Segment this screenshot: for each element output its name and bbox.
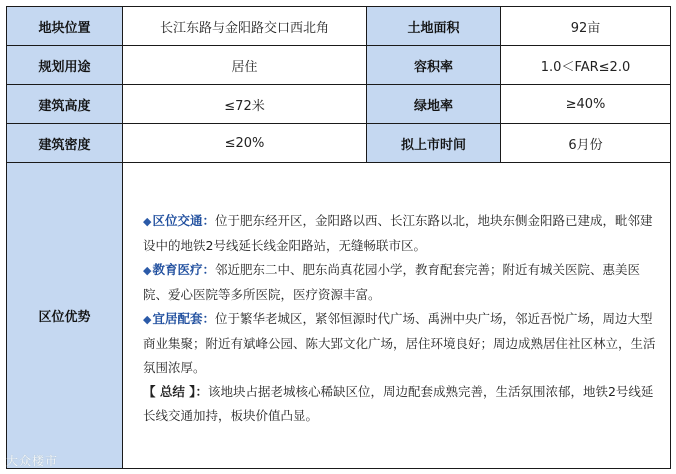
- table-row: [7, 46, 671, 85]
- far-value: 1.0＜FAR≤2.0: [501, 46, 671, 85]
- density-value: ≤20%: [123, 124, 367, 163]
- advantage-label: 区位优势: [7, 163, 123, 469]
- usage-label: 规划用途: [7, 46, 123, 85]
- education-paragraph: [143, 258, 658, 307]
- green-rate-label: 绿地率: [367, 85, 501, 124]
- far-label: 容积率: [367, 46, 501, 85]
- table-row: [7, 7, 671, 46]
- table-row: [7, 124, 671, 163]
- diamond-bullet-icon: ◆: [143, 313, 152, 326]
- advantage-content: [123, 163, 671, 469]
- location-value: 长江东路与金阳路交口西北角: [123, 7, 367, 46]
- table-row: [7, 85, 671, 124]
- living-title: 宜居配套：: [152, 311, 215, 326]
- height-value: ≤72米: [123, 85, 367, 124]
- education-text: 邻近肥东二中、肥东尚真花园小学，教育配套完善；附近有城关医院、惠美医院、爱心医院等多所医院，医疗资源丰富。: [143, 262, 640, 302]
- green-rate-value: ≥40%: [501, 85, 671, 124]
- traffic-paragraph: [143, 209, 658, 258]
- living-text: 位于繁华老城区，紧邻恒源时代广场、禹洲中央广场，邻近吾悦广场，周边大型商业集聚；附近有斌峰公园、陈大郢文化广场，居住环境良好；周边成熟居住社区林立，生活氛围浓厚。: [143, 311, 656, 375]
- diamond-bullet-icon: ◆: [143, 215, 152, 228]
- living-paragraph: [143, 307, 658, 380]
- listing-time-label: 拟上市时间: [367, 124, 501, 163]
- land-info-table: [6, 6, 671, 469]
- traffic-text: 位于肥东经开区，金阳路以西、长江东路以北，地块东侧金阳路已建成，毗邻建设中的地铁2号线延长线金阳路站，无缝畅联市区。: [143, 213, 653, 253]
- summary-text: 该地块占据老城核心稀缺区位，周边配套成熟完善，生活氛围浓郁，地铁2号线延长线交通加持，板块价值凸显。: [143, 384, 654, 423]
- area-value: 92亩: [501, 7, 671, 46]
- diamond-bullet-icon: ◆: [143, 264, 152, 277]
- listing-time-value: 6月份: [501, 124, 671, 163]
- area-label: 土地面积: [367, 7, 501, 46]
- density-label: 建筑密度: [7, 124, 123, 163]
- summary-title: 【 总结 】：: [143, 384, 208, 399]
- location-label: 地块位置: [7, 7, 123, 46]
- table-row: [7, 163, 671, 469]
- usage-value: 居住: [123, 46, 367, 85]
- watermark: 大众楼市: [6, 454, 59, 468]
- land-info-card: [6, 6, 670, 468]
- traffic-title: 区位交通：: [152, 213, 215, 228]
- education-title: 教育医疗：: [152, 262, 215, 277]
- height-label: 建筑高度: [7, 85, 123, 124]
- summary-paragraph: [143, 380, 658, 428]
